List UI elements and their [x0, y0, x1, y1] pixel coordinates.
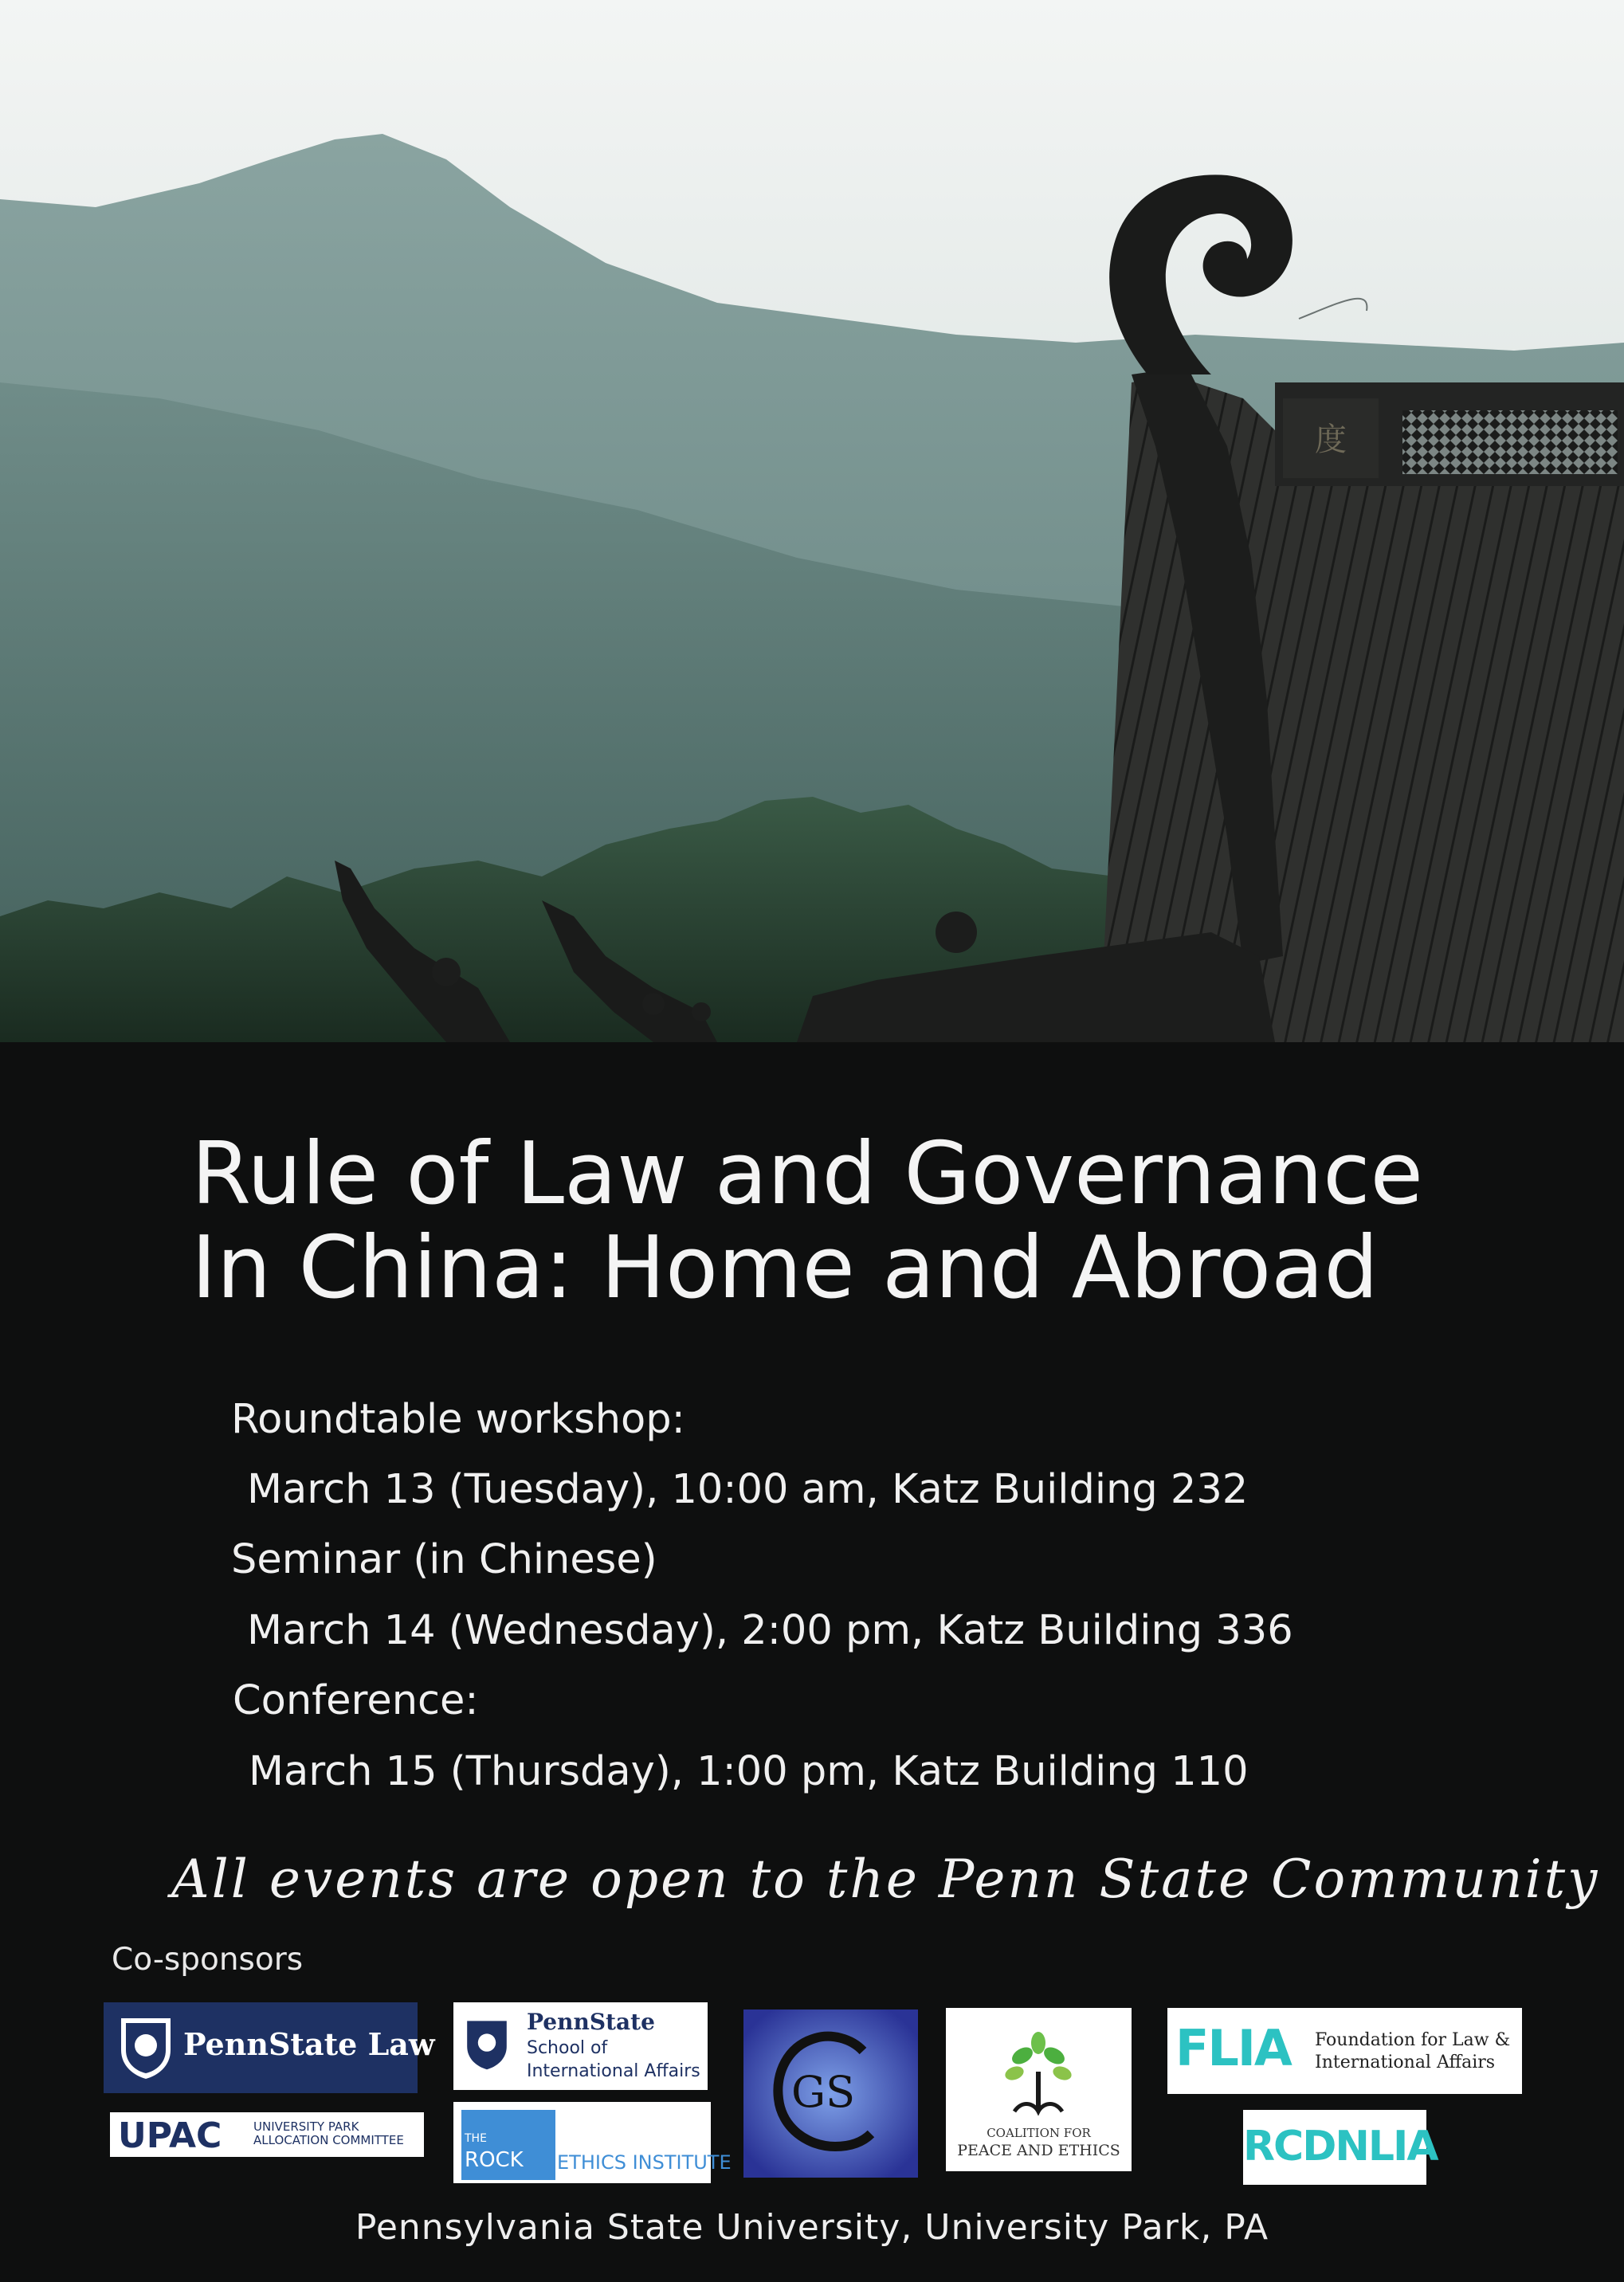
- open-to-community-note: All events are open to the Penn State Community: [171, 1849, 1600, 1910]
- sia-line3: International Affairs: [527, 2061, 700, 2081]
- pennstate-law-logo: [104, 2002, 435, 2093]
- event-1-label: Roundtable workshop:: [231, 1396, 685, 1443]
- event-1-detail: March 13 (Tuesday), 10:00 am, Katz Building 232: [247, 1466, 1249, 1513]
- upac-logo: [110, 2112, 424, 2157]
- flia-line2: International Affairs: [1315, 2053, 1496, 2072]
- header-photo: [0, 0, 1624, 1042]
- sia-logo: [453, 2002, 708, 2090]
- coalition-logo: [946, 2008, 1132, 2171]
- sia-line2: School of: [527, 2038, 608, 2058]
- pennstate-law-text: PennState Law: [183, 2026, 435, 2062]
- cgs-logo: [743, 2009, 918, 2178]
- upac-line1: UNIVERSITY PARK: [253, 2119, 359, 2134]
- rock-ethics-text: ETHICS INSTITUTE: [557, 2151, 732, 2174]
- svg-text:度: 度: [1315, 422, 1347, 458]
- shield-icon: [118, 2015, 174, 2080]
- event-3-detail: March 15 (Thursday), 1:00 pm, Katz Building 110: [249, 1748, 1249, 1795]
- coalition-line2: PEACE AND ETHICS: [957, 2142, 1120, 2159]
- title-line-2: In China: Home and Abroad: [191, 1218, 1379, 1318]
- coalition-line1: COALITION FOR: [987, 2126, 1091, 2140]
- rock-ethics-logo: [453, 2102, 732, 2183]
- sia-line1: PennState: [527, 2009, 655, 2035]
- cgs-text: GS: [791, 2067, 856, 2117]
- rock-the: THE: [465, 2132, 487, 2145]
- footer-location: Pennsylvania State University, University Park, PA: [355, 2207, 1269, 2248]
- event-2-detail: March 14 (Wednesday), 2:00 pm, Katz Building 336: [247, 1607, 1293, 1654]
- event-2-label: Seminar (in Chinese): [231, 1536, 657, 1583]
- flia-line1: Foundation for Law &: [1315, 2030, 1511, 2050]
- event-3-label: Conference:: [233, 1677, 479, 1724]
- upac-short: UPAC: [118, 2115, 222, 2156]
- upac-line2: ALLOCATION COMMITTEE: [253, 2133, 404, 2147]
- flia-short: FLIA: [1175, 2019, 1291, 2077]
- flia-logo: [1167, 2008, 1522, 2094]
- poster-title: [191, 1124, 1423, 1318]
- rock-rock: ROCK: [465, 2148, 524, 2172]
- shield-icon: [465, 2018, 509, 2071]
- tree-icon: [990, 2024, 1086, 2119]
- rcdnlia-text: RCDNLIA: [1243, 2123, 1438, 2170]
- title-line-1: Rule of Law and Governance: [191, 1124, 1423, 1224]
- rcdnlia-logo: [1243, 2110, 1438, 2185]
- cosponsors-label: Co-sponsors: [112, 1942, 304, 1978]
